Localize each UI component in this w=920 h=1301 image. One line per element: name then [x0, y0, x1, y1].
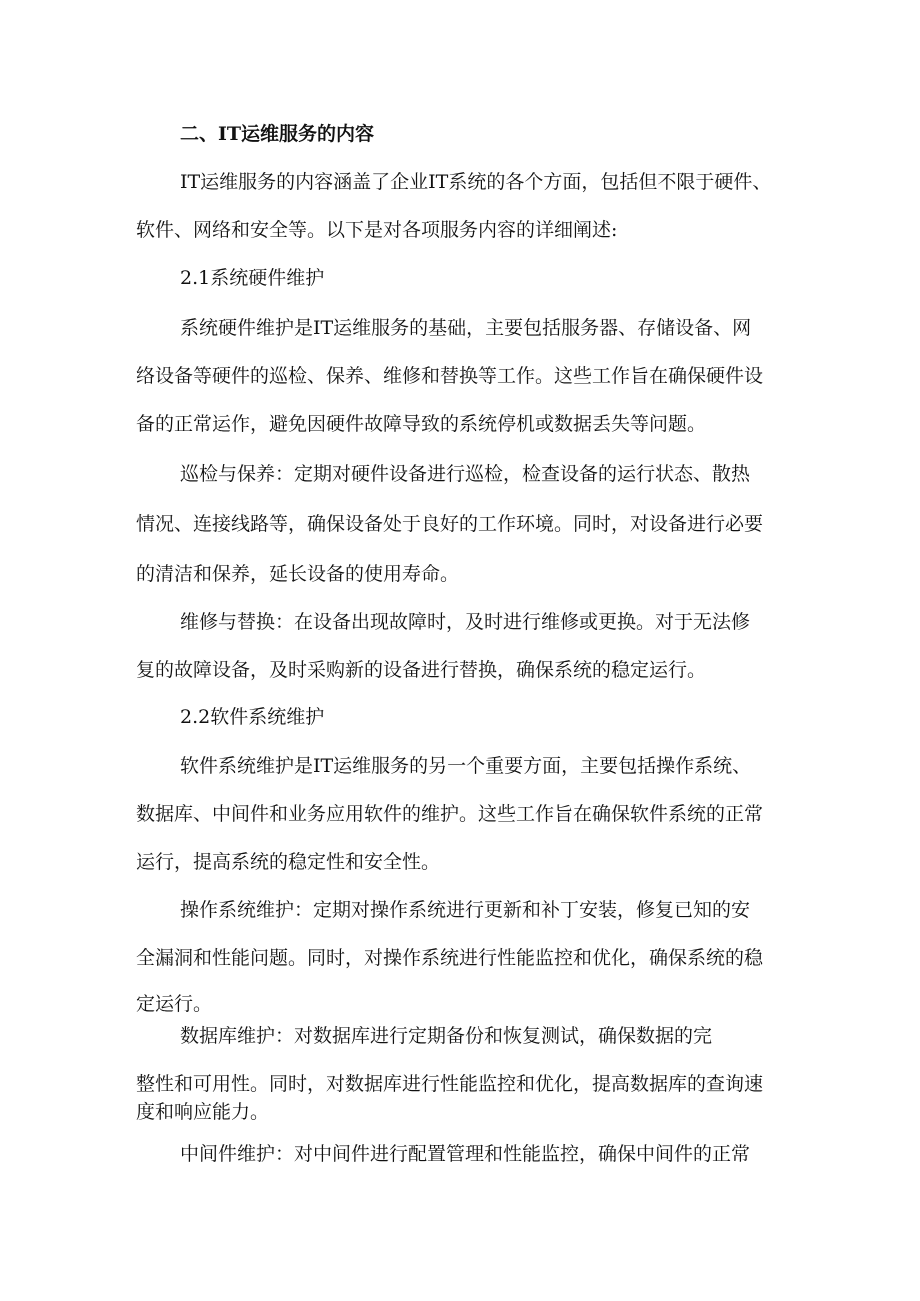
os-line-1: 操作系统维护：定期对操作系统进行更新和补丁安装，修复已知的安: [180, 899, 751, 921]
section-heading: 二、IT运维服务的内容: [180, 123, 375, 145]
hardware-para-line-2: 络设备等硬件的巡检、保养、维修和替换等工作。这些工作旨在确保硬件设: [136, 365, 764, 387]
hardware-para-line-1: 系统硬件维护是IT运维服务的基础，主要包括服务器、存储设备、网: [180, 317, 752, 339]
os-line-2: 全漏洞和性能问题。同时，对操作系统进行性能监控和优化，确保系统的稳: [136, 947, 764, 969]
software-para-line-1: 软件系统维护是IT运维服务的另一个重要方面，主要包括操作系统、: [180, 755, 752, 777]
inspection-line-1: 巡检与保养：定期对硬件设备进行巡检，检查设备的运行状态、散热: [180, 463, 751, 485]
db-line-1: 数据库维护：对数据库进行定期备份和恢复测试，确保数据的完: [180, 1025, 713, 1047]
software-para-line-2: 数据库、中间件和业务应用软件的维护。这些工作旨在确保软件系统的正常: [136, 803, 764, 825]
inspection-line-2: 情况、连接线路等，确保设备处于良好的工作环境。同时，对设备进行必要: [136, 513, 764, 535]
os-line-3: 定运行。: [136, 993, 213, 1015]
hardware-para-line-3: 备的正常运作，避免因硬件故障导致的系统停机或数据丢失等问题。: [136, 413, 707, 435]
inspection-line-3: 的清洁和保养，延长设备的使用寿命。: [136, 563, 460, 585]
subsection-title-2-2: 2.2软件系统维护: [180, 706, 325, 728]
repair-line-1: 维修与替换：在设备出现故障时，及时进行维修或更换。对于无法修: [180, 611, 751, 633]
software-para-line-3: 运行，提高系统的稳定性和安全性。: [136, 851, 441, 873]
repair-line-2: 复的故障设备，及时采购新的设备进行替换，确保系统的稳定运行。: [136, 659, 707, 681]
intro-line-1: IT运维服务的内容涵盖了企业IT系统的各个方面，包括但不限于硬件、: [180, 171, 772, 193]
middleware-line-1: 中间件维护：对中间件进行配置管理和性能监控，确保中间件的正常: [180, 1143, 751, 1165]
subsection-title-2-1: 2.1系统硬件维护: [180, 267, 325, 289]
db-line-2: 整性和可用性。同时，对数据库进行性能监控和优化，提高数据库的查询速: [136, 1073, 764, 1095]
intro-line-2: 软件、网络和安全等。以下是对各项服务内容的详细阐述:: [136, 219, 618, 241]
db-line-3: 度和响应能力。: [136, 1101, 270, 1123]
